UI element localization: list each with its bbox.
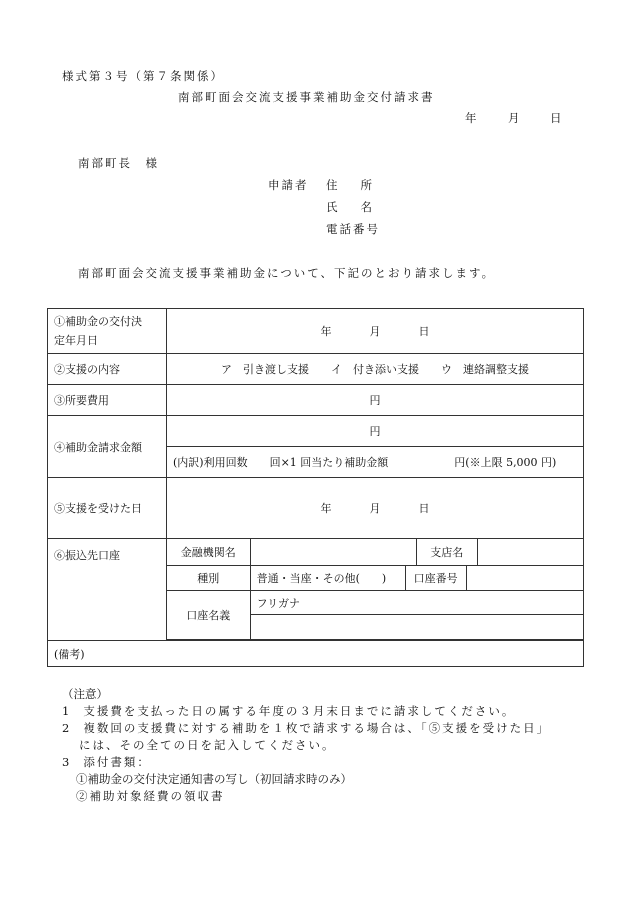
row-decision-date: [48, 309, 584, 354]
support-date-field[interactable]: [166, 478, 583, 539]
note-1-text: 支援費を支払った日の属する年度の３月末日までに請求してください。: [83, 704, 516, 718]
date-year-label: 年: [465, 111, 477, 125]
bank-name-field[interactable]: [250, 539, 416, 566]
decision-day-label: 日: [418, 325, 430, 338]
attachment-1: ①補助金の交付決定通知書の写し（初回請求時のみ）: [76, 772, 352, 786]
address-label: 住 所: [326, 178, 372, 192]
note-1-number: 1: [62, 704, 70, 718]
claim-amount-label: ④補助金請求金額: [48, 416, 167, 478]
decision-date-label-line1: ①補助金の交付決: [54, 315, 142, 328]
support-year-label: 年: [320, 502, 332, 515]
row-claim-amount: [48, 416, 584, 447]
attachment-2: ②補助対象経費の領収書: [76, 789, 225, 803]
account-type-label: 種別: [166, 566, 250, 591]
row-remarks: [48, 641, 584, 667]
remarks-field[interactable]: [48, 641, 584, 667]
date-month-label: 月: [508, 111, 520, 125]
intro-text: 南部町面会交流支援事業補助金について、下記のとおり請求します。: [78, 266, 496, 280]
row-support-content: [48, 354, 584, 385]
bank-name-label: 金融機関名: [166, 539, 250, 566]
note-3: [62, 757, 151, 769]
claim-amount-field[interactable]: 円: [166, 416, 583, 447]
request-form-table: [47, 308, 584, 667]
branch-field[interactable]: [478, 539, 583, 565]
note-2-text: 複数回の支援費に対する補助を１枚で請求する場合は、「⑤支援を受けた日」: [83, 721, 551, 735]
support-content-options[interactable]: ア 引き渡し支援 イ 付き添い支援 ウ 連絡調整支援: [166, 354, 583, 385]
branch-label: 支店名: [417, 539, 478, 565]
transfer-account-label: ⑥振込先口座: [48, 539, 167, 641]
applicant-label: 申請者: [268, 178, 309, 192]
decision-month-label: 月: [369, 325, 381, 338]
name-label: 氏 名: [326, 200, 372, 214]
phone-label: 電話番号: [326, 222, 380, 236]
furigana-field[interactable]: [250, 591, 583, 615]
support-day-label: 日: [418, 502, 430, 515]
support-date-label: ⑤支援を受けた日: [48, 478, 167, 539]
account-type-options[interactable]: 普通・当座・その他( ): [251, 566, 406, 590]
furigana-label: フリガナ: [256, 597, 301, 610]
note-3-text: 添付書類：: [83, 755, 151, 769]
note-2-number: 2: [62, 721, 70, 735]
required-cost-label: ③所要費用: [48, 385, 167, 416]
notes-heading: （注意）: [62, 687, 108, 701]
form-number: 様式第３号（第７条関係）: [62, 69, 224, 83]
support-month-label: 月: [369, 502, 381, 515]
required-cost-field[interactable]: 円: [166, 385, 583, 416]
account-holder-label: 口座名義: [166, 591, 250, 640]
claim-breakdown-field[interactable]: (内訳)利用回数 回×1 回当たり補助金額 円(※上限 5,000 円): [166, 447, 583, 478]
note-3-number: 3: [62, 755, 70, 769]
note-1: [62, 706, 515, 718]
note-2: [62, 723, 550, 735]
note-2-continued: には、その全ての日を記入してください。: [79, 738, 336, 752]
decision-date-field[interactable]: [166, 309, 583, 354]
remarks-label: (備考): [54, 647, 85, 661]
addressee: 南部町長 様: [78, 156, 159, 170]
row-bank-name: [48, 539, 584, 566]
row-required-cost: [48, 385, 584, 416]
decision-year-label: 年: [320, 325, 332, 338]
row-support-date: [48, 478, 584, 539]
account-number-field[interactable]: [467, 566, 583, 590]
date-day-label: 日: [550, 111, 562, 125]
form-title: 南部町面会交流支援事業補助金交付請求書: [178, 90, 435, 104]
support-content-label: ②支援の内容: [48, 354, 167, 385]
account-holder-field[interactable]: [250, 615, 583, 640]
account-number-label: 口座番号: [406, 566, 467, 590]
decision-date-label-line2: 定年月日: [54, 334, 98, 347]
